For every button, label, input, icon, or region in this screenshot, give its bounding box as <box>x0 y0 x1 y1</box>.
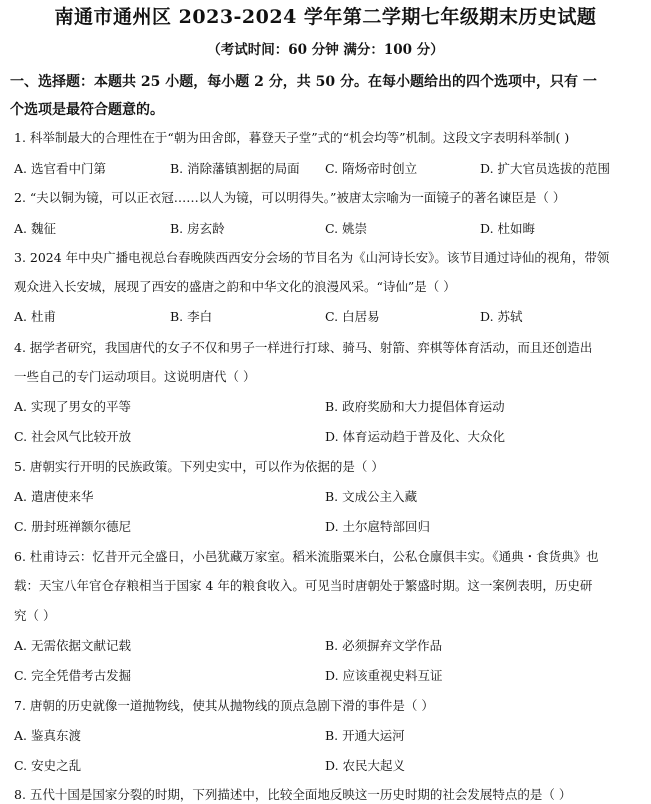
question-2-option-d: D. 杜如晦 <box>480 221 536 236</box>
question-7-option-c: C. 安史之乱 <box>14 758 82 773</box>
question-2-stem: 2. “夫以铜为镜，可以正衣冠……以人为镜，可以明得失。”被唐太宗喻为一面镜子的著名谏臣是（ ） <box>14 190 566 205</box>
question-4-option-c: C. 社会风气比较开放 <box>14 429 132 444</box>
exam-title: 南通市通州区 2023-2024 学年第二学期七年级期末历史试题 <box>54 6 597 28</box>
question-7-option-a: A. 鉴真东渡 <box>14 728 81 743</box>
question-6-option-c: C. 完全凭借考古发掘 <box>14 668 132 683</box>
question-8-stem: 8. 五代十国是国家分裂的时期，下列描述中，比较全面地反映这一历史时期的社会发展特点的是（ ） <box>14 787 572 802</box>
question-4-option-a: A. 实现了男女的平等 <box>14 399 131 414</box>
question-6-stem-line-2: 载：天宝八年官仓存粮相当于国家 4 年的粮食收入。可见当时唐朝处于繁盛时期。这一案例表明，历史研 <box>14 578 593 593</box>
question-3-stem-line-2: 观众进入长安城，展现了西安的盛唐之韵和中华文化的浪漫风采。“诗仙”是（ ） <box>14 279 456 294</box>
question-6-stem-line-1: 6. 杜甫诗云：忆昔开元全盛日，小邑犹藏万家室。稻米流脂粟米白，公私仓廪俱丰实。《通典・食货典》也 <box>14 549 599 564</box>
question-7-stem: 7. 唐朝的历史就像一道抛物线，使其从抛物线的顶点急剧下滑的事件是（ ） <box>14 698 434 713</box>
question-7-option-b: B. 开通大运河 <box>325 728 405 743</box>
question-6-option-d: D. 应该重视史料互证 <box>325 668 443 683</box>
question-1-option-b: B. 消除藩镇割据的局面 <box>170 161 300 176</box>
question-5-stem: 5. 唐朝实行开明的民族政策。下列史实中，可以作为依据的是（ ） <box>14 459 384 474</box>
question-4-stem-line-2: 一些自己的专门运动项目。这说明唐代（ ） <box>14 369 256 384</box>
section-heading-line-1: 一、选择题：本题共 25 小题，每小题 2 分，共 50 分。在每小题给出的四个选项中，只有 一 <box>10 74 597 90</box>
question-6-stem-line-3: 究（ ） <box>14 608 56 623</box>
question-5-option-a: A. 遣唐使来华 <box>14 489 94 504</box>
question-4-option-b: B. 政府奖励和大力提倡体育运动 <box>325 399 505 414</box>
question-4-stem-line-1: 4. 据学者研究，我国唐代的女子不仅和男子一样进行打球、骑马、射箭、弈棋等体育活动，而且还创造出 <box>14 340 593 355</box>
question-7-option-d: D. 农民大起义 <box>325 758 406 773</box>
question-2-option-c: C. 姚崇 <box>325 221 368 236</box>
question-6-option-a: A. 无需依据文献记载 <box>14 638 131 653</box>
question-3-option-a: A. 杜甫 <box>14 309 56 324</box>
section-heading-line-2: 个选项是最符合题意的。 <box>10 102 164 118</box>
question-5-option-d: D. 土尔扈特部回归 <box>325 519 431 534</box>
question-1-option-a: A. 选官看中门第 <box>14 161 106 176</box>
question-3-option-c: C. 白居易 <box>325 309 380 324</box>
question-1-option-d: D. 扩大官员选拔的范围 <box>480 161 611 176</box>
question-3-option-d: D. 苏轼 <box>480 309 523 324</box>
question-2-option-a: A. 魏征 <box>14 221 56 236</box>
question-6-option-b: B. 必须摒弃文学作品 <box>325 638 443 653</box>
question-4-option-d: D. 体育运动趋于普及化、大众化 <box>325 429 506 444</box>
question-3-option-b: B. 李白 <box>170 309 213 324</box>
question-5-option-b: B. 文成公主入藏 <box>325 489 418 504</box>
question-1-option-c: C. 隋炀帝时创立 <box>325 161 418 176</box>
question-1-stem: 1. 科举制最大的合理性在于“朝为田舍郎，暮登天子堂”式的“机会均等”机制。这段文字表明科举制( ) <box>14 130 570 145</box>
question-2-option-b: B. 房玄龄 <box>170 221 225 236</box>
exam-meta: （考试时间：60 分钟 满分：100 分） <box>207 42 444 58</box>
question-5-option-c: C. 册封班禅额尔德尼 <box>14 519 132 534</box>
question-3-stem-line-1: 3. 2024 年中央广播电视总台春晚陕西西安分会场的节目名为《山河诗长安》。该节目通过诗仙的视角，带领 <box>14 250 610 265</box>
